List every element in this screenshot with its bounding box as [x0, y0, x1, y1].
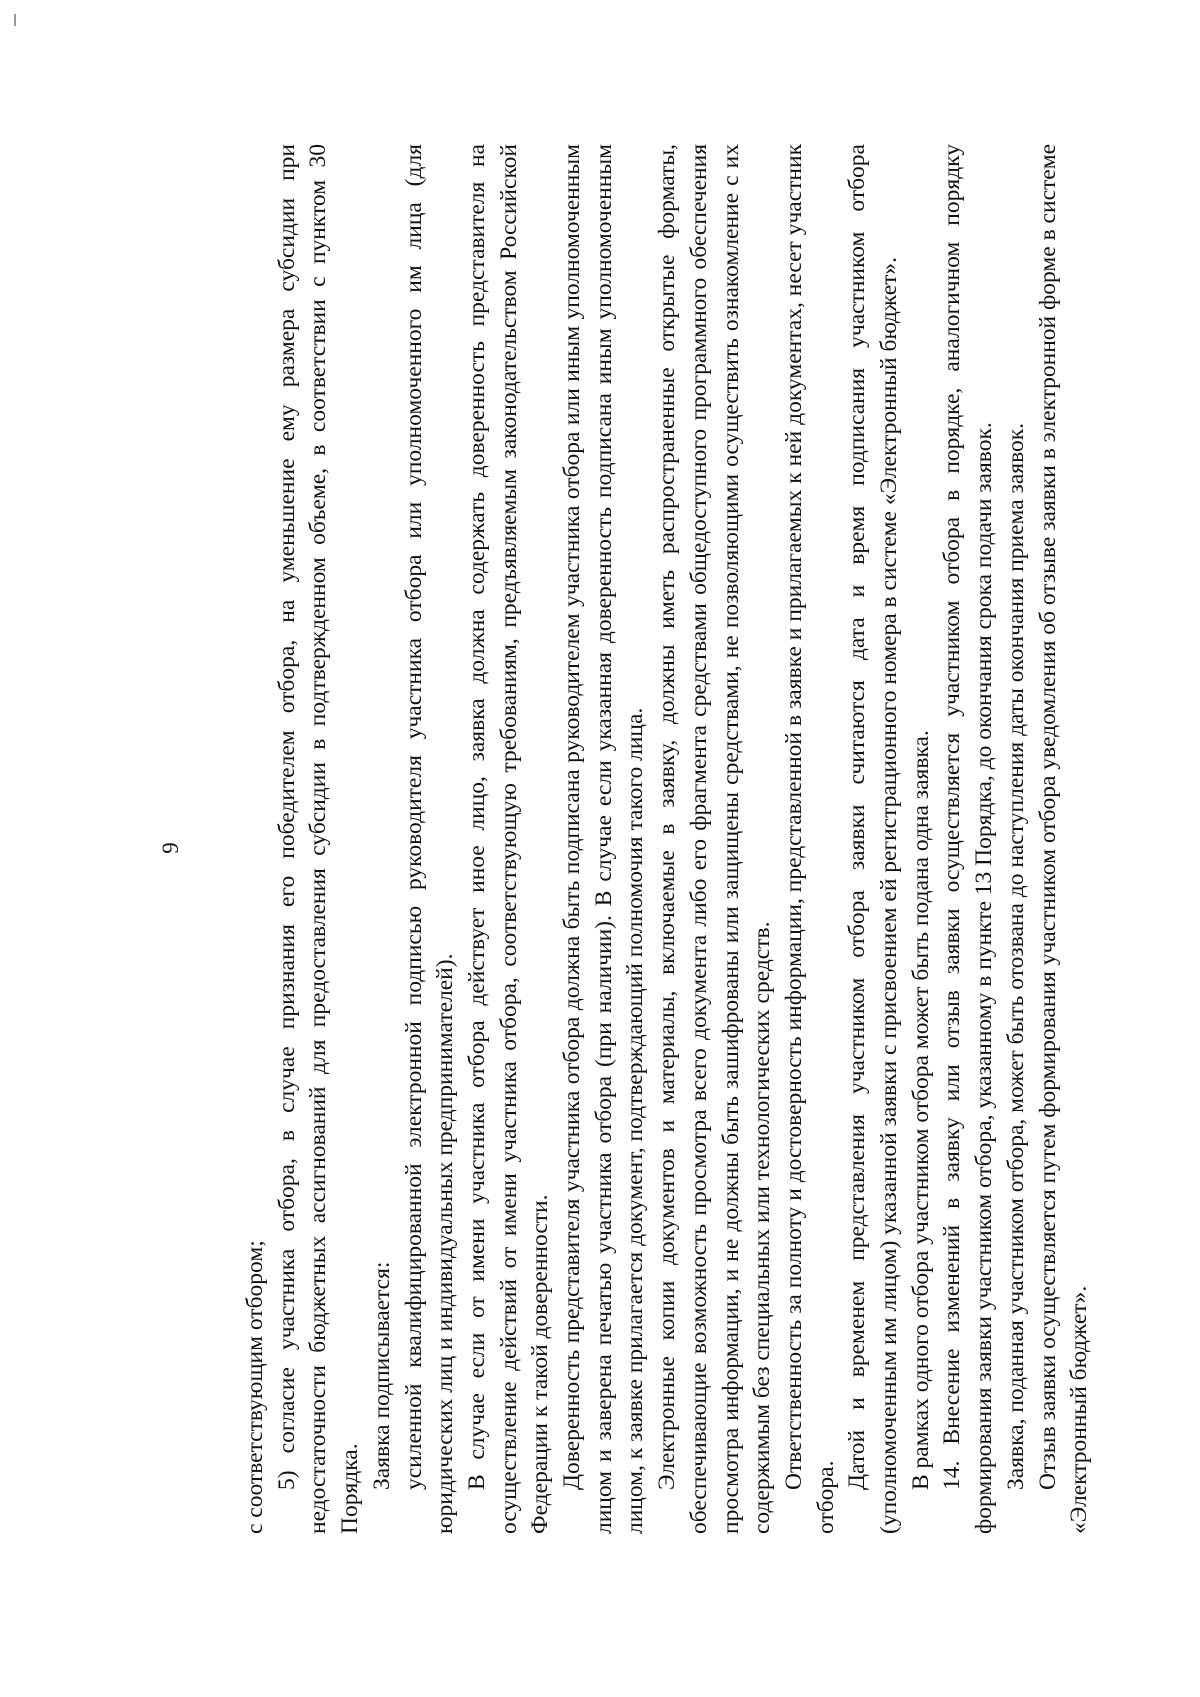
paragraph-representative: В случае если от имени участника отбора действует иное лицо, заявка должна содержать доверенность представителя на осуществление действий от имени участника отбора, соответствующую требованиям, предъявляемым законодательством Российской Федерации к такой доверенности.: [463, 144, 554, 1534]
paragraph-withdrawal: Заявка, поданная участником отбора, может быть отозвана до наступления даты окончания приема заявок.: [1002, 422, 1029, 1490]
paragraph-submission-date: Датой и временем представления участником отбора заявки считаются дата и время подписания участником отбора (уполномоченным им лицом) указанной заявки с присвоением ей регистрационного номера в системе «Электронный бюджет».: [844, 144, 903, 1534]
rotated-page: [148, 102, 1093, 1594]
paragraph-continuation: с соответствующим отбором;: [242, 1240, 268, 1534]
paragraph-responsibility: Ответственность за полноту и достоверность информации, представленной в заявке и прилагаемых к ней документах, несет участник отбора.: [780, 144, 839, 1534]
paragraph-power-of-attorney: Доверенность представителя участника отбора должна быть подписана руководителем участника отбора или иным уполномоченным лицом и заверена печатью участника отбора (при наличии). В случае если указанная доверенность подписана иным уполномоченным лицом, к заявке прилагается документ, подтверждающий полномочия такого лица.: [559, 144, 649, 1534]
paragraph-signature: усиленной квалифицированной электронной подписью руководителя участника отбора или уполномоченного им лица (для юридических лиц и индивидуальных предпринимателей).: [400, 144, 459, 1534]
paragraph-signing-heading: Заявка подписывается:: [368, 1261, 395, 1490]
document-body: [240, 144, 1096, 1534]
paragraph-item-5: 5) согласие участника отбора, в случае признания его победителем отбора, на уменьшение ему размера субсидии при недостаточности бюджетных ассигнований для предоставления субсидии в подтвержденном объеме, в соответствии с пунктом 30 Порядка.: [273, 144, 364, 1534]
paragraph-one-application: В рамках одного отбора участником отбора может быть подана одна заявка.: [907, 730, 934, 1490]
paragraph-item-14: 14. Внесение изменений в заявку или отзыв заявки осуществляется участником отбора в порядке, аналогичном порядку формирования заявки участником отбора, указанному в пункте 13 Порядка, до окончания срока подачи заявок.: [939, 144, 998, 1534]
paragraph-withdrawal-method: Отзыв заявки осуществляется путем формирования участником отбора уведомления об отзыве заявки в электронной форме в системе «Электронный бюджет».: [1034, 144, 1093, 1534]
scan-mark: [14, 14, 16, 26]
paragraph-electronic-copies: Электронные копии документов и материалы, включаемые в заявку, должны иметь распространенные открытые форматы, обеспечивающие возможность просмотра всего документа либо его фрагмента средствами общедоступного программного обеспечения просмотра информации, и не должны быть зашифрованы или защищены средствами, не позволяющими осуществить ознакомление с их содержимым без специальных или технологических средств.: [654, 144, 776, 1534]
page-number: 9: [158, 842, 183, 854]
